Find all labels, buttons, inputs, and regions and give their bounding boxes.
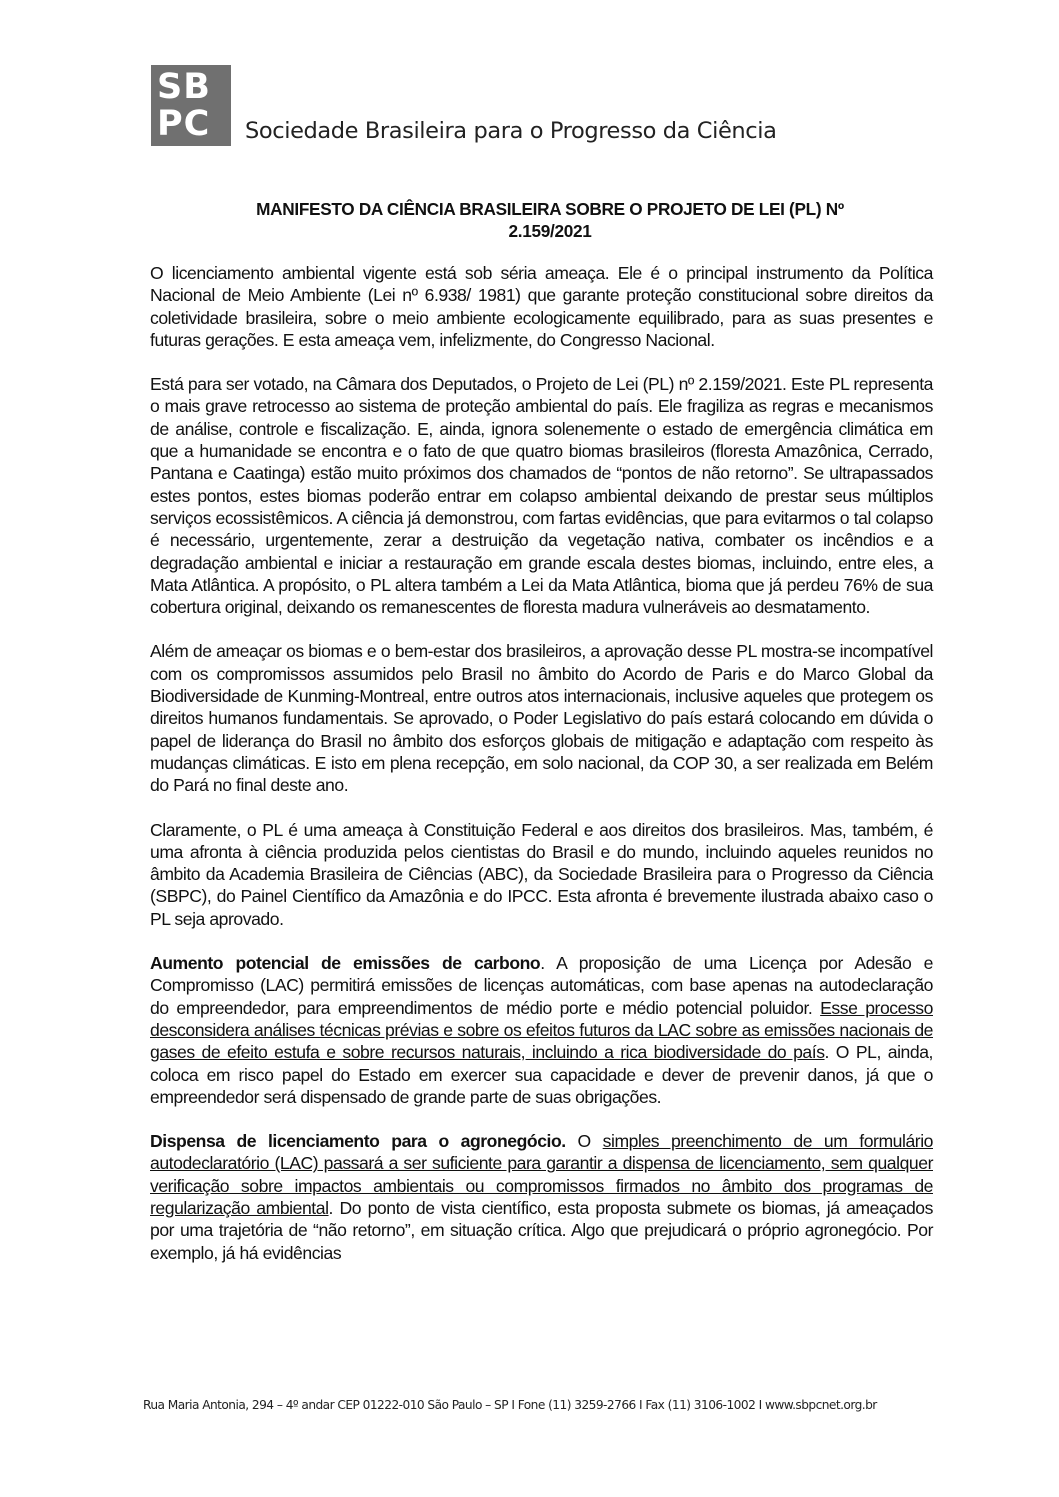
paragraph-carbon-emissions	[150, 952, 933, 1108]
paragraph-text: . Do ponto de vista científico, esta proposta submete os biomas, já ameaçados por uma trajetória de “não retorno”, em situação crítica. Algo que prejudicará o próprio agronegócio. Por exemplo, já há evidências	[150, 1197, 933, 1263]
document-body	[150, 262, 933, 1286]
section-heading-agribusiness: Dispensa de licenciamento para o agronegócio.	[150, 1131, 566, 1152]
paragraph-text: . O PL, ainda, coloca em risco papel do Estado em exercer sua capacidade e dever de prevenir danos, já que o empreendedor será dispensado de grande parte de suas obrigações.	[150, 1042, 933, 1107]
sbpc-logo	[151, 65, 231, 146]
paragraph-agribusiness	[150, 1130, 933, 1264]
underlined-text: Esse processo desconsidera análises técnicas prévias e sobre os efeitos futuros da LAC sobre as emissões nacionais de gases de efeito estufa e sobre recursos naturais, incluindo a rica biodiversidade do país	[150, 997, 933, 1063]
title-line-2: 2.159/2021	[508, 221, 592, 241]
logo-line-2: PC	[157, 104, 211, 144]
logo-line-1: SB	[157, 67, 211, 107]
paragraph-1: O licenciamento ambiental vigente está sob séria ameaça. Ele é o principal instrumento da Política Nacional de Meio Ambiente (Lei nº 6.938/ 1981) que garante proteção constitucional sobre direitos da coletividade brasileira, sobre o meio ambiente ecologicamente equilibrado, para as suas presentes e futuras gerações. E esta ameaça vem, infelizmente, do Congresso Nacional.	[150, 263, 933, 350]
paragraph-3: Além de ameaçar os biomas e o bem-estar dos brasileiros, a aprovação desse PL mostra-se incompatível com os compromissos assumidos pelo Brasil no âmbito do Acordo de Paris e do Marco Global da Biodiversidade de Kunming-Montreal, entre outros atos internacionais, inclusive aqueles que protegem os direitos humanos fundamentais. Se aprovado, o Poder Legislativo do país estará colocando em dúvida o papel de liderança do Brasil no âmbito dos esforços globais de mitigação e adaptação com respeito às mudanças climáticas. E isto em plena recepção, em solo nacional, da COP 30, a ser realizada em Belém do Pará no final deste ano.	[150, 641, 933, 796]
organization-name: Sociedade Brasileira para o Progresso da Ciência	[245, 118, 777, 144]
title-line-1: MANIFESTO DA CIÊNCIA BRASILEIRA SOBRE O PROJETO DE LEI (PL) Nº	[256, 199, 844, 219]
section-heading-carbon: Aumento potencial de emissões de carbono	[150, 953, 541, 974]
paragraph-text: O	[565, 1131, 603, 1152]
document-title	[150, 198, 910, 242]
underlined-text: simples preenchimento de um formulário autodeclaratório (LAC) passará a ser suficiente para garantir a dispensa de licenciamento, sem qualquer verificação sobre impactos ambientais ou compromissos firmados no âmbito dos programas de regularização ambiental	[150, 1131, 933, 1218]
paragraph-2: Está para ser votado, na Câmara dos Deputados, o Projeto de Lei (PL) nº 2.159/2021. Este PL representa o mais grave retrocesso ao sistema de proteção ambiental do país. Ele fragiliza as regras e mecanismos de análise, controle e fiscalização. E, ainda, ignora solenemente o estado de emergência climática em que a humanidade se encontra e o fato de que quatro biomas brasileiros (floresta Amazônica, Cerrado, Pantana e Caatinga) estão muito próximos dos chamados de “pontos de não retorno”. Se ultrapassados estes pontos, estes biomas poderão entrar em colapso ambiental deixando de prestar seus múltiplos serviços ecossistêmicos. A ciência já demonstrou, com fartas evidências, que para evitarmos o tal colapso é necessário, urgentemente, zerar a destruição da vegetação nativa, combater os incêndios e a degradação ambiental e iniciar a restauração em grande escala destes biomas, incluindo, entre eles, a Mata Atlântica. A propósito, o PL altera também a Lei da Mata Atlântica, bioma que já perdeu 76% de sua cobertura original, deixando os remanescentes de floresta madura vulneráveis ao desmatamento.	[150, 374, 933, 618]
paragraph-4: Claramente, o PL é uma ameaça à Constituição Federal e aos direitos dos brasileiros. Mas, também, é uma afronta à ciência produzida pelos cientistas do Brasil e do mundo, incluindo aqueles reunidos no âmbito da Academia Brasileira de Ciências (ABC), da Sociedade Brasileira para o Progresso da Ciência (SBPC), do Painel Científico da Amazônia e do IPCC. Esta afronta é brevemente ilustrada abaixo caso o PL seja aprovado.	[150, 819, 933, 929]
footer-address: Rua Maria Antonia, 294 – 4º andar CEP 01222-010 São Paulo – SP I Fone (11) 3259-2766 I Fax (11) 3106-1002 I www.sbpcnet.org.br	[143, 1398, 877, 1412]
paragraph-text: . A proposição de uma Licença por Adesão e Compromisso (LAC) permitirá emissões de licenças automáticas, com base apenas na autodeclaração do empreendedor, para empreendimentos de médio porte e médio potencial poluidor.	[150, 953, 933, 1018]
